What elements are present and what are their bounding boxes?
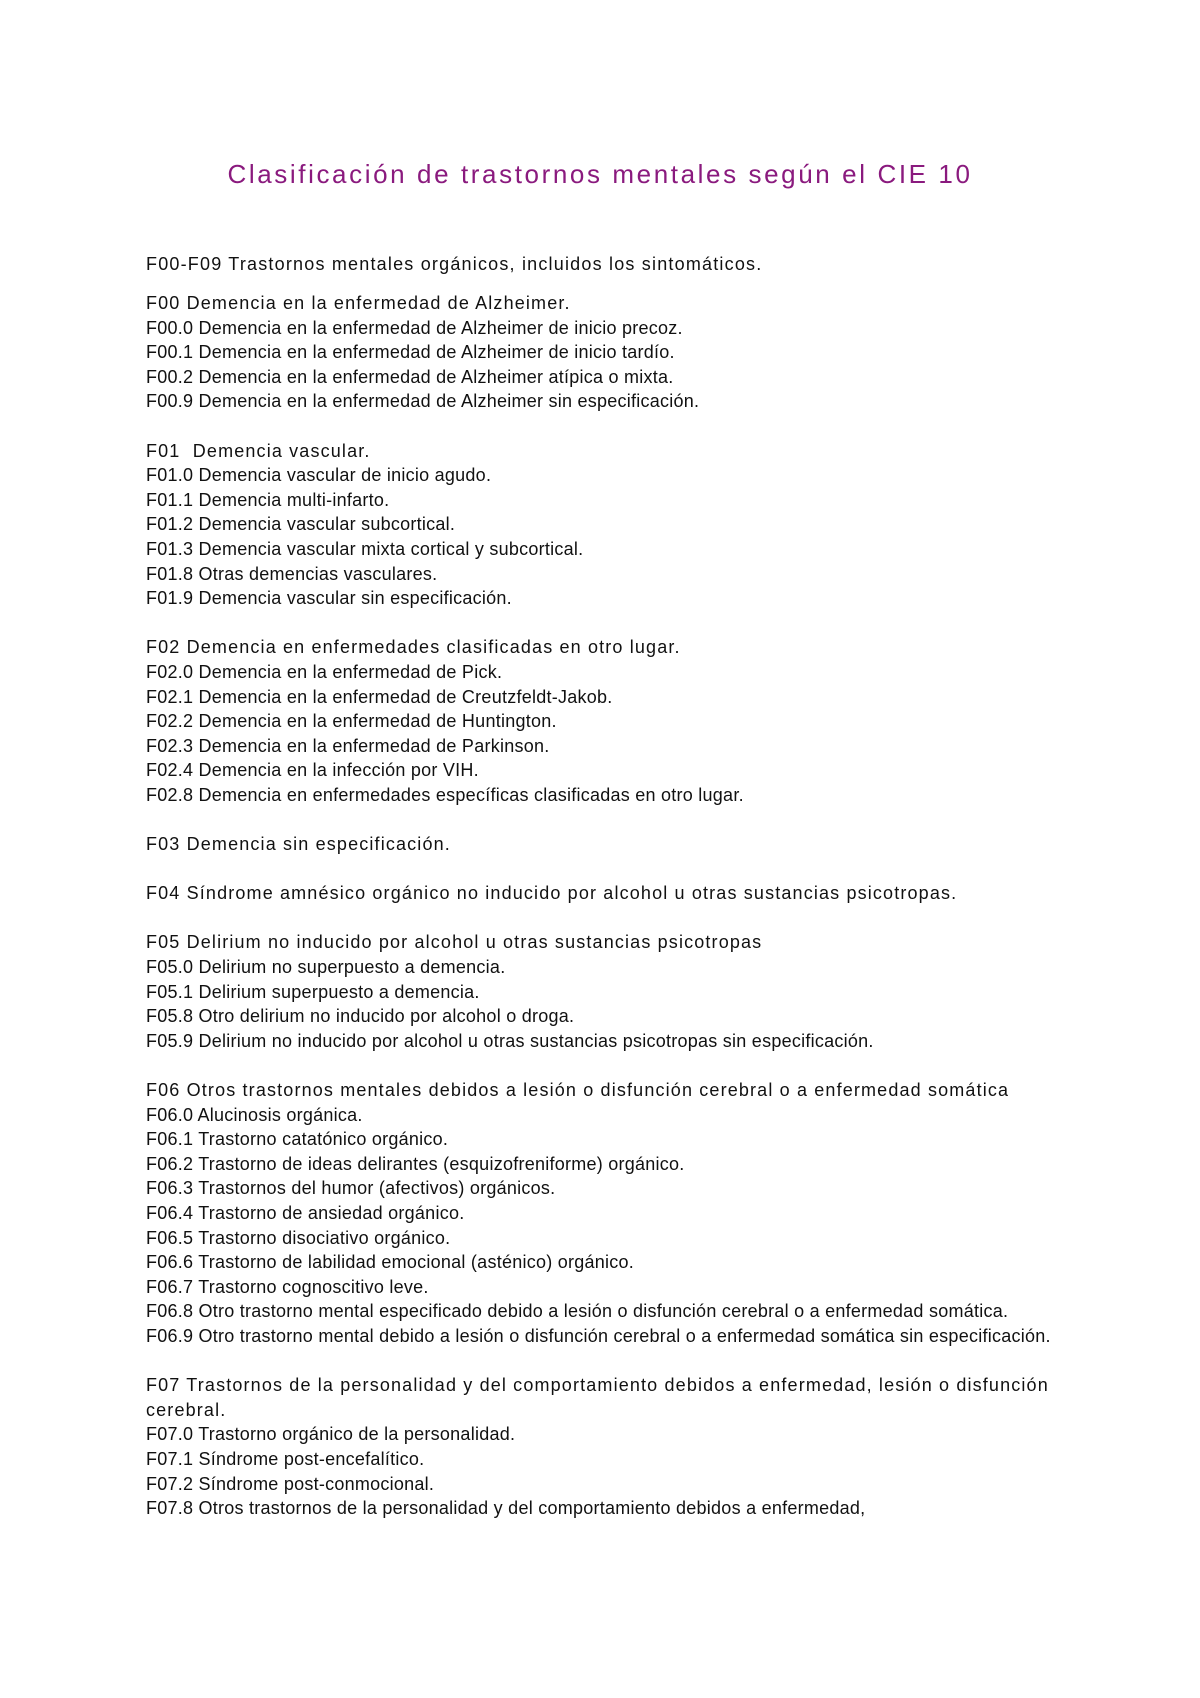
list-item: F01.8 Otras demencias vasculares. — [146, 563, 438, 584]
list-item: F07.2 Síndrome post-conmocional. — [146, 1473, 435, 1494]
list-item: F02.2 Demencia en la enfermedad de Huntington. — [146, 711, 557, 732]
section-heading: F05 Delirium no inducido por alcohol u otras sustancias psicotropas — [146, 932, 763, 953]
list-item: F01.0 Demencia vascular de inicio agudo. — [146, 465, 492, 486]
section-f07 — [146, 1373, 1066, 1521]
section-heading: F03 Demencia sin especificación. — [146, 834, 451, 855]
list-item: F02.3 Demencia en la enfermedad de Parkinson. — [146, 735, 550, 756]
list-item: F02.1 Demencia en la enfermedad de Creutzfeldt-Jakob. — [146, 686, 613, 707]
list-item: F01.1 Demencia multi-infarto. — [146, 489, 390, 510]
list-item: F05.8 Otro delirium no inducido por alcohol o droga. — [146, 1006, 575, 1027]
document-title: Clasificación de trastornos mentales según el CIE 10 — [227, 159, 973, 189]
classification-list — [146, 291, 1066, 1545]
list-item: F06.0 Alucinosis orgánica. — [146, 1104, 363, 1125]
list-item: F06.2 Trastorno de ideas delirantes (esquizofreniforme) orgánico. — [146, 1153, 685, 1174]
section-f04 — [146, 881, 1066, 906]
section-heading: F04 Síndrome amnésico orgánico no inducido por alcohol u otras sustancias psicotropas. — [146, 883, 958, 904]
list-item: F02.8 Demencia en enfermedades específicas clasificadas en otro lugar. — [146, 784, 744, 805]
list-item: F06.6 Trastorno de labilidad emocional (asténico) orgánico. — [146, 1252, 635, 1273]
list-item: F07.0 Trastorno orgánico de la personalidad. — [146, 1424, 516, 1445]
list-item: F02.0 Demencia en la enfermedad de Pick. — [146, 661, 503, 682]
intro-line: F00-F09 Trastornos mentales orgánicos, incluidos los sintomáticos. — [146, 254, 763, 274]
list-item: F05.1 Delirium superpuesto a demencia. — [146, 981, 480, 1002]
list-item: F01.9 Demencia vascular sin especificación. — [146, 588, 512, 609]
list-item: F02.4 Demencia en la infección por VIH. — [146, 760, 479, 781]
list-item: F06.3 Trastornos del humor (afectivos) orgánicos. — [146, 1178, 556, 1199]
list-item: F05.0 Delirium no superpuesto a demencia. — [146, 957, 506, 978]
section-f00 — [146, 291, 1066, 414]
list-item: F06.9 Otro trastorno mental debido a lesión o disfunción cerebral o a enfermedad somática sin especificación. — [146, 1325, 1051, 1346]
list-item: F06.7 Trastorno cognoscitivo leve. — [146, 1276, 429, 1297]
list-item: F07.1 Síndrome post-encefalítico. — [146, 1448, 425, 1469]
list-item: F00.1 Demencia en la enfermedad de Alzheimer de inicio tardío. — [146, 342, 675, 363]
list-item: F06.8 Otro trastorno mental especificado debido a lesión o disfunción cerebral o a enfermedad somática. — [146, 1301, 1009, 1322]
section-heading: F00 Demencia en la enfermedad de Alzheimer. — [146, 293, 571, 313]
list-item: F07.8 Otros trastornos de la personalidad y del comportamiento debidos a enfermedad, — [146, 1498, 866, 1519]
list-item: F01.2 Demencia vascular subcortical. — [146, 514, 456, 535]
list-item: F00.2 Demencia en la enfermedad de Alzheimer atípica o mixta. — [146, 366, 674, 387]
section-heading: F01 Demencia vascular. — [146, 440, 371, 461]
section-f02 — [146, 635, 1066, 807]
section-f01 — [146, 439, 1066, 611]
section-heading: F06 Otros trastornos mentales debidos a lesión o disfunción cerebral o a enfermedad somática — [146, 1080, 1010, 1100]
section-heading: F07 Trastornos de la personalidad y del comportamiento debidos a enfermedad, lesión o disfunción cerebral. — [146, 1375, 1049, 1420]
list-item: F01.3 Demencia vascular mixta cortical y subcortical. — [146, 538, 584, 559]
list-item: F06.5 Trastorno disociativo orgánico. — [146, 1227, 451, 1248]
list-item: F00.0 Demencia en la enfermedad de Alzheimer de inicio precoz. — [146, 317, 683, 338]
list-item: F06.4 Trastorno de ansiedad orgánico. — [146, 1202, 465, 1223]
section-f03 — [146, 832, 1066, 857]
list-item: F00.9 Demencia en la enfermedad de Alzheimer sin especificación. — [146, 391, 700, 412]
list-item: F06.1 Trastorno catatónico orgánico. — [146, 1129, 449, 1150]
section-heading: F02 Demencia en enfermedades clasificadas en otro lugar. — [146, 637, 681, 658]
section-f06 — [146, 1078, 1066, 1349]
list-item: F05.9 Delirium no inducido por alcohol u otras sustancias psicotropas sin especificación. — [146, 1030, 874, 1051]
section-f05 — [146, 930, 1066, 1053]
